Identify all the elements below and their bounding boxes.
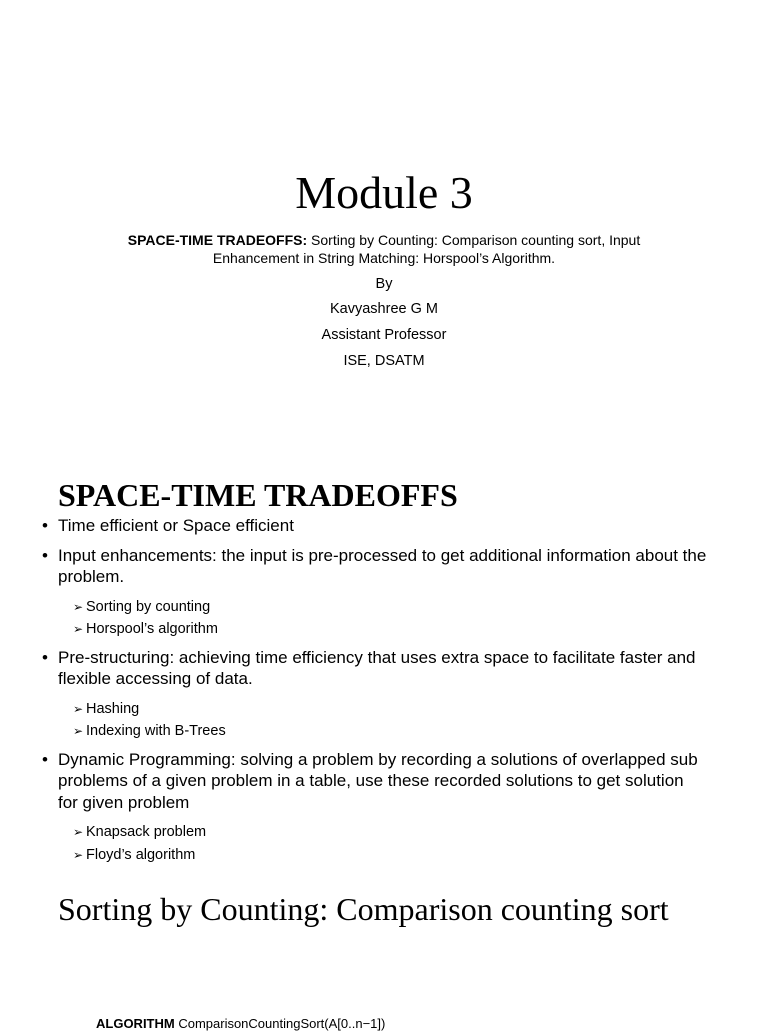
sub-bullet-text: Horspool’s algorithm xyxy=(86,621,218,637)
bullet-text: Dynamic Programming: solving a problem by recording a solutions of overlapped sub problems of a given problem in a table, use these recorded solutions to get solution for given problem xyxy=(58,749,698,812)
bullet-item xyxy=(0,545,708,588)
bullet-icon: • xyxy=(42,647,48,667)
sub-bullet-text: Floyd’s algorithm xyxy=(86,846,196,863)
author-department: ISE, DSATM xyxy=(343,353,425,369)
subtitle-text: Sorting by Counting: Comparison counting sort, Input Enhancement in String Matching: Horspool’s Algorithm. xyxy=(212,232,641,266)
title-slide xyxy=(0,0,768,440)
arrow-bullet-icon: ➢ xyxy=(73,724,84,738)
algorithm-keyword: ALGORITHM xyxy=(96,1016,175,1031)
sub-bullet-text: Sorting by counting xyxy=(86,598,211,615)
bullet-item xyxy=(0,749,708,814)
bullet-item xyxy=(0,647,708,690)
bullet-item xyxy=(0,515,708,537)
sub-bullet-list xyxy=(0,821,768,866)
algorithm-line xyxy=(96,1016,385,1032)
module-subtitle xyxy=(90,231,678,267)
tradeoffs-bullet-list xyxy=(0,515,768,872)
sub-bullet-item xyxy=(0,844,768,867)
arrow-bullet-icon: ➢ xyxy=(73,622,84,636)
bullet-icon: • xyxy=(42,516,48,535)
tradeoffs-heading: SPACE-TIME TRADEOFFS xyxy=(58,477,458,513)
arrow-bullet-icon: ➢ xyxy=(73,599,84,614)
sub-bullet-item xyxy=(0,720,768,743)
by-label: By xyxy=(375,276,393,292)
sub-bullet-item xyxy=(0,596,768,619)
sub-bullet-text: Indexing with B-Trees xyxy=(86,723,226,739)
arrow-bullet-icon: ➢ xyxy=(73,847,84,862)
bullet-icon: • xyxy=(42,545,48,565)
bullet-icon: • xyxy=(42,749,48,769)
sub-bullet-item xyxy=(0,618,768,641)
author-name: Kavyashree G M xyxy=(330,301,438,317)
sub-bullet-text: Hashing xyxy=(86,700,140,717)
bullet-text: Pre-structuring: achieving time efficiency that uses extra space to facilitate faster and flexible accessing of data. xyxy=(58,647,696,688)
sub-bullet-item xyxy=(0,821,768,844)
sub-bullet-text: Knapsack problem xyxy=(86,824,207,840)
module-title: Module 3 xyxy=(295,167,473,218)
sorting-heading: Sorting by Counting: Comparison counting sort xyxy=(58,891,669,927)
arrow-bullet-icon: ➢ xyxy=(73,701,84,716)
arrow-bullet-icon: ➢ xyxy=(73,825,84,839)
sub-bullet-list xyxy=(0,596,768,641)
bullet-text: Time efficient or Space efficient xyxy=(58,516,294,535)
subtitle-bold-label: SPACE-TIME TRADEOFFS: xyxy=(127,232,308,248)
sub-bullet-item xyxy=(0,698,768,721)
sub-bullet-list xyxy=(0,698,768,743)
algorithm-signature: ComparisonCountingSort(A[0..n−1]) xyxy=(174,1016,386,1031)
author-designation: Assistant Professor xyxy=(321,327,447,343)
bullet-text: Input enhancements: the input is pre-processed to get additional information about the problem. xyxy=(58,545,707,586)
